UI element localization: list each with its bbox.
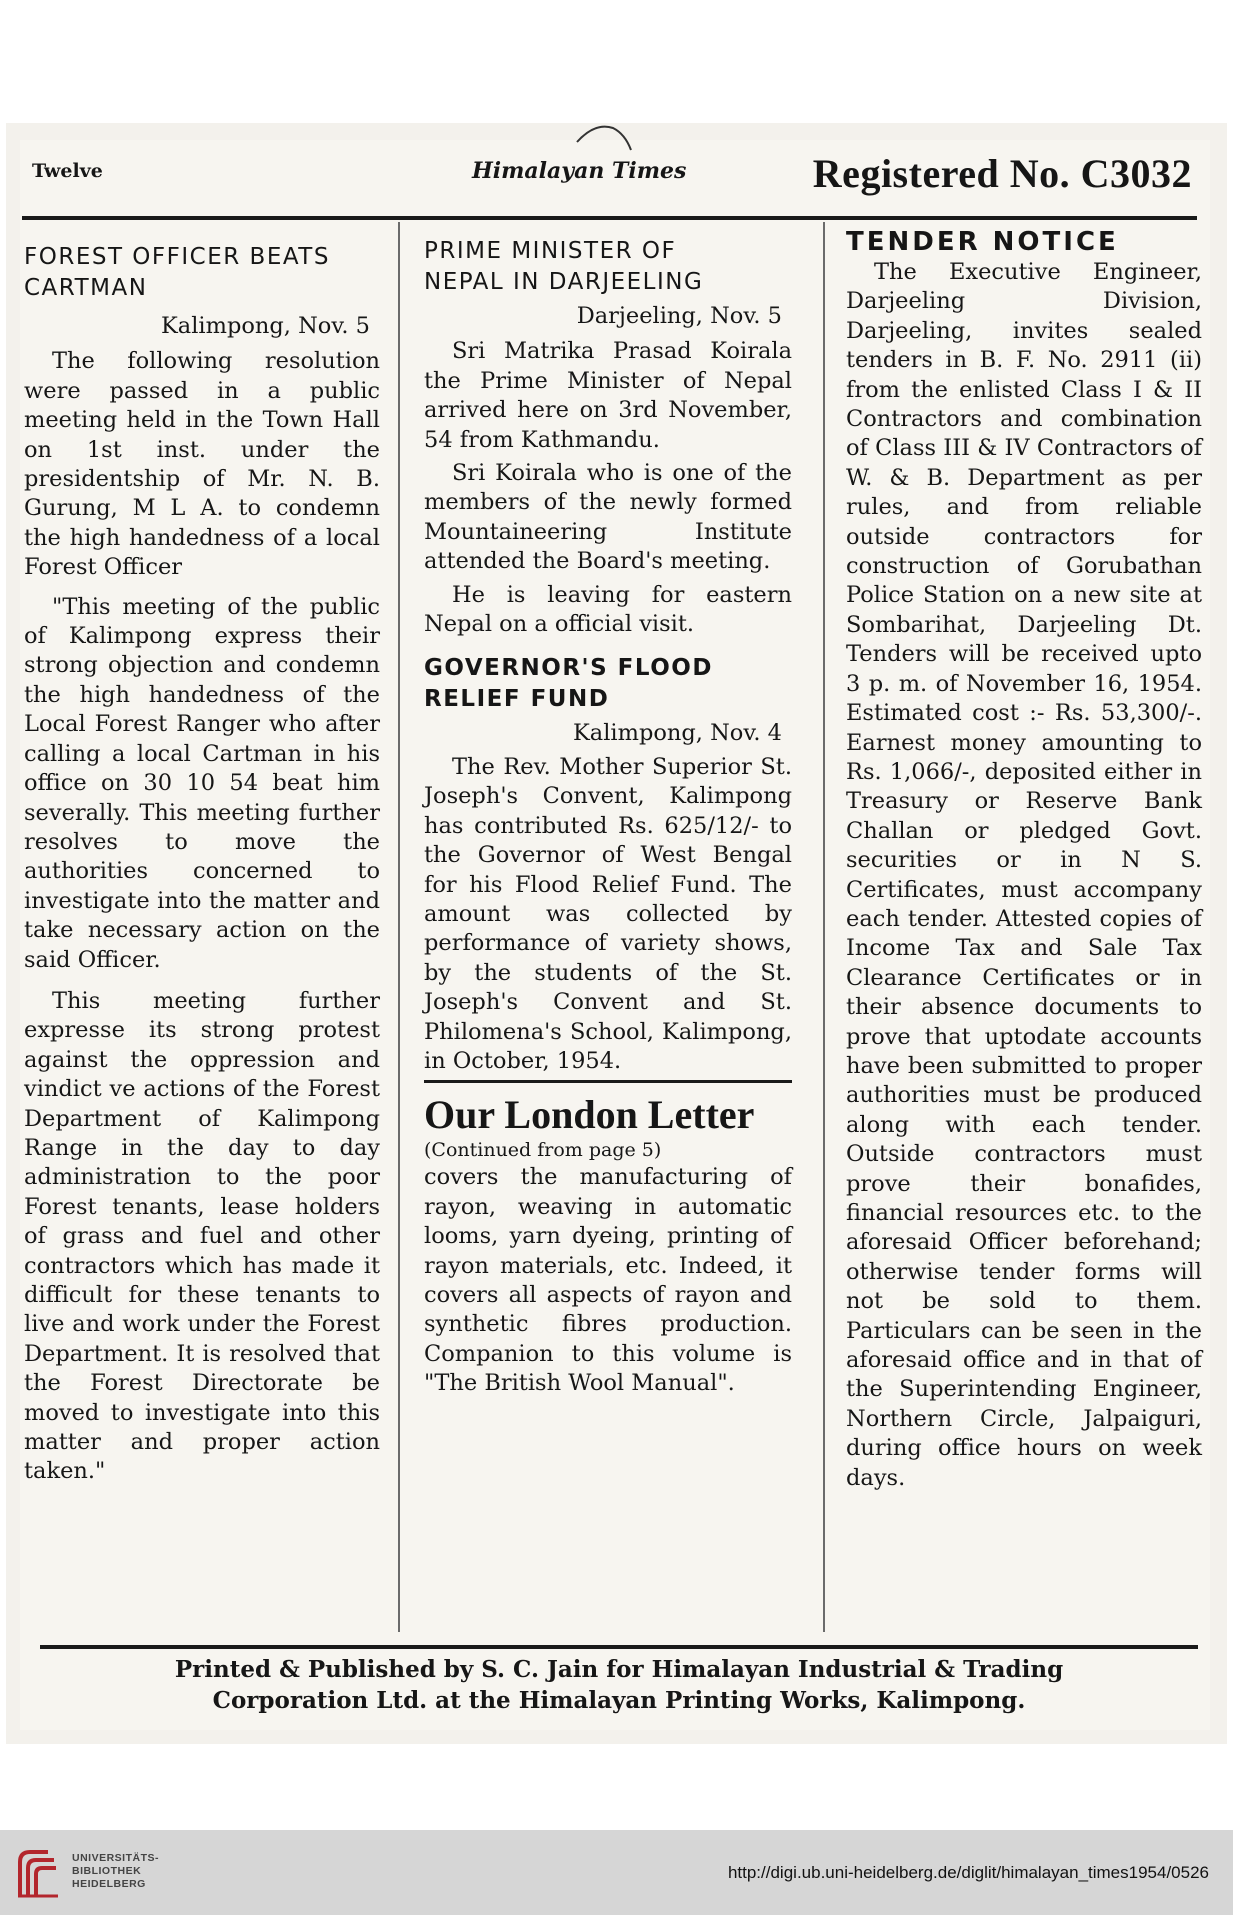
digitization-footer xyxy=(0,1830,1233,1915)
library-name-line: UNIVERSITÄTS- xyxy=(72,1852,160,1864)
imprint-line: Corporation Ltd. at the Himalayan Printing Works, Kalimpong. xyxy=(212,1687,1026,1714)
article-forest-officer xyxy=(24,226,380,1487)
london-letter-title: Our London Letter xyxy=(424,1092,755,1138)
tender-heading: TENDER NOTICE xyxy=(846,227,1119,257)
tender-notice xyxy=(846,226,1202,1493)
article-heading: NEPAL IN DARJEELING xyxy=(424,269,704,295)
bottom-rule xyxy=(40,1645,1198,1649)
article-paragraph: The Rev. Mother Superior St. Joseph's Convent, Kalimpong has contributed Rs. 625/12/- to the Governor of West Bengal for his Flood Relief Fund. The amount was collected by performance of variety shows, by the students of the St. Joseph's Convent and St. Philomena's School, Kalimpong, in October, 1954. xyxy=(424,753,792,1074)
column-divider xyxy=(823,222,825,1632)
article-paragraph: "This meeting of the public of Kalimpong express their strong objection and condemn the high handedness of the Local Forest Ranger who after calling a local Cartman in his office on 30 10 54 beat him severally. This meeting further resolves to move the authorities concerned to investigate into the matter and take necessary action on the said Officer. xyxy=(24,593,380,973)
paper-fold-mark xyxy=(575,120,635,152)
column-divider xyxy=(398,222,400,1632)
article-dateline: Kalimpong, Nov. 4 xyxy=(573,720,782,747)
library-name-line: BIBLIOTHEK xyxy=(72,1865,142,1877)
article-paragraph: covers the manufacturing of rayon, weaving in automatic looms, yarn dyeing, printing of rayon materials, etc. Indeed, it covers all aspects of rayon and synthetic fibres production. Companion to this volume is "The British Wool Manual". xyxy=(424,1164,792,1397)
imprint-line: Printed & Published by S. C. Jain for Himalayan Industrial & Trading xyxy=(174,1656,1064,1683)
source-url-link[interactable]: http://digi.ub.uni-heidelberg.de/diglit/himalayan_times1954/0526 xyxy=(727,1863,1209,1882)
ub-heidelberg-logo-icon xyxy=(14,1848,62,1900)
article-heading: CARTMAN xyxy=(24,275,148,301)
article-paragraph: The following resolution were passed in a public meeting held in the Town Hall on 1st inst. under the presidentship of Mr. N. B. Gurung, M L A. to condemn the high handedness of a local Forest Officer xyxy=(24,348,380,581)
section-rule xyxy=(424,1080,792,1083)
article-heading: RELIEF FUND xyxy=(424,686,610,713)
article-heading: FOREST OFFICER BEATS xyxy=(24,244,330,270)
top-rule xyxy=(22,216,1197,220)
masthead-title: Himalayan Times xyxy=(472,158,687,184)
article-dateline: Darjeeling, Nov. 5 xyxy=(576,303,782,329)
article-paragraph: Sri Koirala who is one of the members of the newly formed Mountaineering Institute attended the Board's meeting. xyxy=(424,460,792,575)
imprint xyxy=(40,1654,1198,1716)
article-dateline: Kalimpong, Nov. 5 xyxy=(161,313,370,339)
article-paragraph: He is leaving for eastern Nepal on a official visit. xyxy=(424,581,792,638)
running-head xyxy=(32,150,1192,200)
column-middle xyxy=(424,226,792,1399)
article-heading: PRIME MINISTER OF xyxy=(424,238,677,264)
library-name xyxy=(72,1852,159,1891)
tender-paragraph: The Executive Engineer, Darjeeling Division, Darjeeling, invites sealed tenders in B. F. No. 2911 (ii) from the enlisted Class I & II Contractors and combination of Class III & IV Contractors of W. & B. Department as per rules, and from reliable outside contractors for construction of Gorubathan Police Station on a new site at Sombarihat, Darjeeling Dt. Tenders will be received upto 3 p. m. of November 16, 1954. Estimated cost :- Rs. 53,300/-. Earnest money amounting to Rs. 1,066/-, deposited either in Treasury or Reserve Bank Challan or pledged Govt. securities or in N S. Certificates, must accompany each tender. Attested copies of Income Tax and Sale Tax Clearance Certificates or in their absence documents to prove that uptodate accounts have been submitted to proper authorities must be produced along with each tender. Outside contractors must prove their bonafides, financial resources etc. to the aforesaid Officer beforehand; otherwise tender forms will not be sold to them. Particulars can be seen in the aforesaid office and in that of the Superintending Engineer, Northern Circle, Jalpaiguri, during office hours on week days. xyxy=(846,259,1202,1491)
article-heading: GOVERNOR'S FLOOD xyxy=(424,655,713,682)
continued-note: (Continued from page 5) xyxy=(424,1139,662,1162)
registration-number: Registered No. C3032 xyxy=(812,151,1192,196)
library-name-line: HEIDELBERG xyxy=(72,1878,146,1890)
page-number-word: Twelve xyxy=(32,160,103,182)
article-paragraph: This meeting further expresse its strong protest against the oppression and vindict ve actions of the Forest Department of Kalimpong Range in the day to day administration to the poor Forest tenants, lease holders of grass and fuel and other contractors which has made it difficult for these tenants to live and work under the Forest Department. It is resolved that the Forest Directorate be moved to investigate into this matter and proper action taken." xyxy=(24,987,380,1485)
article-paragraph: Sri Matrika Prasad Koirala the Prime Minister of Nepal arrived here on 3rd November, 54 from Kathmandu. xyxy=(424,338,792,453)
